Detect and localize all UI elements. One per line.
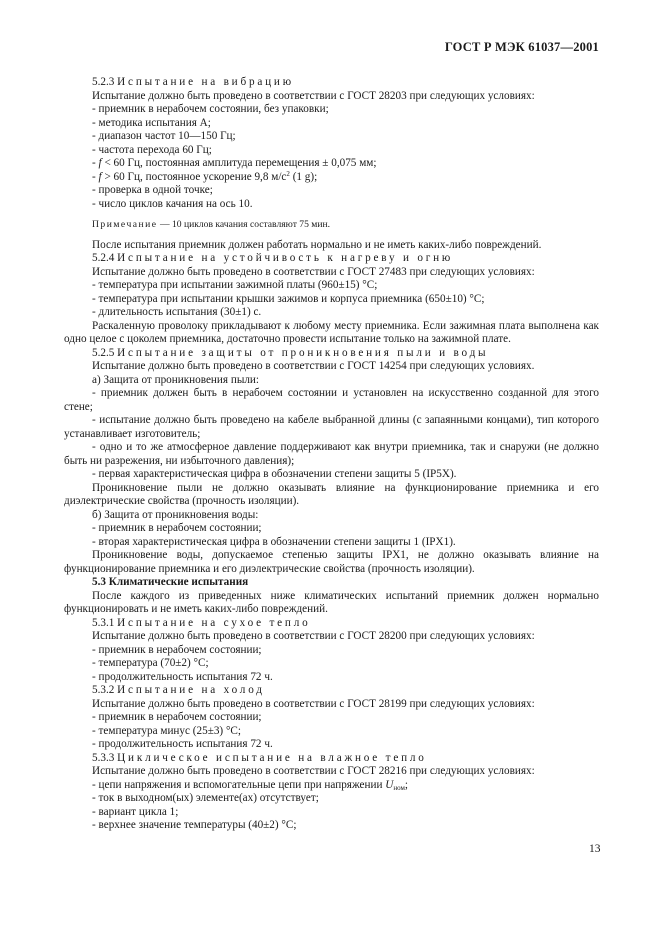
section-heading-5-3-3: 5.3.3 Циклическое испытание на влажное тепло [92,751,427,764]
list-item: - вторая характеристическая цифра в обозначении степени защиты 1 (IPX1). [92,535,456,548]
paragraph: Испытание должно быть проведено в соответствии с ГОСТ 28199 при следующих условиях: [92,697,535,710]
document-body [64,76,599,833]
list-item: - приемник должен быть в нерабочем состоянии и установлен на искусственно созданной для этого стене; [64,387,599,413]
list-item: - число циклов качания на ось 10. [92,197,253,210]
list-item: - цепи напряжения и вспомогательные цепи при напряжении $U_{ном}$; [92,778,408,792]
subheading: а) Защита от проникновения пыли: [92,373,260,386]
page-number: 13 [589,843,601,855]
paragraph: Проникновение воды, допускаемое степенью защиты IPX1, не должно оказывать влияние на функционирование приемника и его диэлектрические свойства (прочность изоляции). [64,549,599,575]
list-item: - диапазон частот 10—150 Гц; [92,130,236,142]
list-item: - приемник в нерабочем состоянии, без упаковки; [92,103,329,115]
list-item: - проверка в одной точке; [92,184,213,196]
section-heading-5-3-2: 5.3.2 Испытание на холод [92,684,265,696]
list-item: - температура (70±2) °С; [92,657,209,669]
list-item: - испытание должно быть проведено на кабеле выбранной длины (с запаянными концами), тип которого устанавливает изготовитель; [64,414,599,440]
list-item: - температура при испытании крышки зажимов и корпуса приемника (650±10) °С; [92,292,485,305]
list-item: - методика испытания A; [92,116,211,129]
list-item: - f > 60 Гц, постоянное ускорение 9,8 $м/с^2$ (1 g); [92,169,318,183]
list-item: - температура при испытании зажимной платы (960±15) °С; [92,279,378,291]
note: Примечание — 10 циклов качания составляют 75 мин. [92,219,331,230]
section-heading-5-2-5: 5.2.5 Испытание защиты от проникновения пыли и воды [92,346,489,359]
list-item: - первая характеристическая цифра в обозначении степени защиты 5 (IP5X). [92,468,457,480]
section-heading-5-2-3: 5.2.3 Испытание на вибрацию [92,76,294,88]
page-header: ГОСТ Р МЭК 61037—2001 [444,40,599,54]
section-heading-5-3: 5.3 Климатические испытания [92,576,249,588]
list-item: - продолжительность испытания 72 ч. [92,670,273,683]
list-item: - продолжительность испытания 72 ч. [92,738,273,750]
list-item: - ток в выходном(ых) элементе(ах) отсутствует; [92,792,319,804]
paragraph: Испытание должно быть проведено в соответствии с ГОСТ 28203 при следующих условиях: [92,89,535,102]
paragraph: Испытание должно быть проведено в соответствии с ГОСТ 28216 при следующих условиях: [92,765,535,777]
paragraph: После испытания приемник должен работать нормально и не иметь каких-либо повреждений. [92,238,542,251]
list-item: - длительность испытания (30±1) с. [92,306,262,318]
list-item: - f < 60 Гц, постоянная амплитуда перемещения ± 0,075 мм; [92,157,377,169]
paragraph: Испытание должно быть проведено в соответствии с ГОСТ 14254 при следующих условиях. [92,360,535,372]
paragraph: Раскаленную проволоку прикладывают к любому месту приемника. Если зажимная плата выполнена как одно целое с цоколем приемника, достаточно провести испытание только на зажимной плате. [64,319,599,345]
list-item: - частота перехода 60 Гц; [92,143,212,156]
list-item: - приемник в нерабочем состоянии; [92,643,262,656]
paragraph: Испытание должно быть проведено в соответствии с ГОСТ 28200 при следующих условиях: [92,630,535,642]
paragraph: Испытание должно быть проведено в соответствии с ГОСТ 27483 при следующих условиях: [92,265,535,278]
list-item: - приемник в нерабочем состоянии; [92,522,262,534]
list-item: - приемник в нерабочем состоянии; [92,711,262,723]
list-item: - вариант цикла 1; [92,805,179,818]
section-heading-5-3-1: 5.3.1 Испытание на сухое тепло [92,616,311,629]
list-item: - верхнее значение температуры (40±2) °С; [92,819,297,831]
list-item: - одно и то же атмосферное давление поддерживают как внутри приемника, так и снаружи (не должно быть ни разрежения, ни избыточного давления); [64,441,599,467]
paragraph: Проникновение пыли не должно оказывать влияние на функционирование приемника и его диэлектрические свойства (прочность изоляции). [64,481,599,507]
section-heading-5-2-4: 5.2.4 Испытание на устойчивость к нагреву и огню [92,252,454,264]
subheading: б) Защита от проникновения воды: [92,508,259,521]
paragraph: После каждого из приведенных ниже климатических испытаний приемник должен нормально функционировать и не иметь каких-либо повреждений. [64,589,599,615]
list-item: - температура минус (25±3) °С; [92,724,241,737]
